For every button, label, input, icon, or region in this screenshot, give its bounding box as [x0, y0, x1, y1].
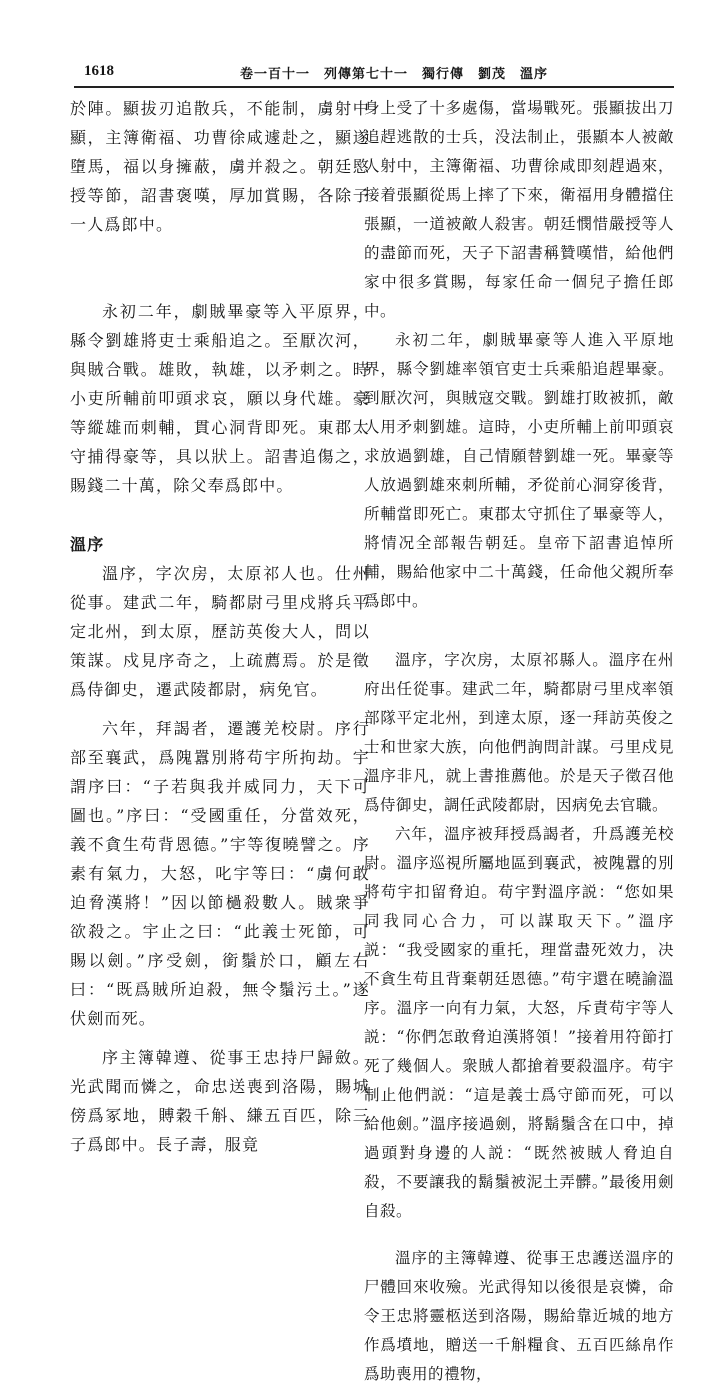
paragraph-spacer: [70, 239, 370, 297]
paragraph-spacer: [364, 616, 674, 646]
translation-paragraph-3: 溫序，字次房，太原祁縣人。溫序在州府出任從事。建武二年，騎都尉弓里戍率領部隊平定北州，到達太原，逐一拜訪英俊之士和世家大族，向他們詢問計謀。弓里戍見溫序非凡，就上書推薦他。於是天子徵召他爲侍御史，調任武陵都尉，因病免去官職。: [364, 651, 674, 814]
translation-paragraph-2: 永初二年，劇賊畢豪等人進入平原地界，縣令劉雄率領官吏士兵乘船追趕畢豪。到厭次河，與賊寇交戰。劉雄打敗被抓，敵人用矛刺劉雄。這時，小吏所輔上前叩頭哀求放過劉雄，自己情願替劉雄一死。畢豪等人放過劉雄來刺所輔，矛從前心洞穿後背，所輔當即死亡。東郡太守抓住了畢豪等人，將情况全部報告朝廷。皇帝下詔書追悼所輔，賜給他家中二十萬錢，任命他父親所奉爲郎中。: [364, 331, 674, 610]
paragraph-spacer: [70, 500, 370, 530]
page-number: 1618: [84, 63, 114, 79]
paragraph-spacer: [70, 1033, 370, 1043]
classical-paragraph-5: 序主簿韓遵、從事王忠持尸歸斂。光武聞而憐之，命忠送喪到洛陽，賜城傍爲冢地，賻穀千斛、縑五百匹，除三子爲郎中。長子壽，服竟: [70, 1048, 370, 1154]
section-heading: 溫序: [70, 535, 105, 554]
page-header: [0, 0, 716, 92]
translation-column: [364, 94, 674, 1383]
paragraph-spacer: [70, 704, 370, 714]
header-rule: [74, 86, 674, 88]
classical-paragraph-4: 六年，拜謁者，遷護羌校尉。序行部至襄武，爲隗囂別將苟宇所拘劫。宇謂序曰：“子若與我并威同力，天下可圖也。”序曰：“受國重任，分當效死，義不貪生苟背恩德。”宇等復曉譬之。序素有氣力，大怒，叱宇等曰：“虜何敢迫脅漢將！”因以節檛殺數人。賊衆爭欲殺之。宇止之曰：“此義士死節，可賜以劍。”序受劍，銜鬚於口，顧左右曰：“既爲賊所迫殺，無令鬚污土。”遂伏劍而死。: [70, 719, 370, 1028]
translation-paragraph-1: 身上受了十多處傷，當場戰死。張顯拔出刀追趕逃散的士兵，没法制止，張顯本人被敵人射中，主簿衛福、功曹徐咸即刻趕過來，接着張顯從馬上摔了下來，衛福用身體擋住張顯，一道被敵人殺害。朝廷憫惜嚴授等人的盡節而死，天子下詔書稱贊嘆惜，給他們家中很多賞賜，每家任命一個兒子擔任郎中。: [364, 99, 674, 320]
classical-text-column: [70, 94, 370, 1154]
running-title: 卷一百十一 列傳第七十一 獨行傳 劉茂 溫序: [240, 67, 549, 82]
classical-paragraph-1: 於陣。顯拔刃追散兵，不能制，虜射中顯，主簿衛福、功曹徐咸遽赴之，顯遂墮馬，福以身擁蔽，虜并殺之。朝廷愍授等節，詔書褒嘆，厚加賞賜，各除子一人爲郎中。: [70, 99, 370, 234]
translation-paragraph-5: 溫序的主簿韓遵、從事王忠護送溫序的尸體回來收殮。光武得知以後很是哀憐，命令王忠將靈柩送到洛陽，賜給靠近城的地方作爲墳地，贈送一千斛糧食、五百匹絲帛作爲助喪用的禮物，: [364, 1249, 674, 1383]
paragraph-spacer: [364, 1226, 674, 1244]
translation-paragraph-4: 六年，溫序被拜授爲謁者，升爲護羌校尉。溫序巡視所屬地區到襄武，被隗囂的別將苟宇扣留脅迫。苟宇對溫序説：“您如果同我同心合力，可以謀取天下。”溫序説：“我受國家的重托，理當盡死效力，决不貪生苟且背棄朝廷恩德。”苟宇還在曉諭溫序。溫序一向有力氣，大怒，斥責苟宇等人説：“你們怎敢脅迫漢將領！”接着用符節打死了幾個人。衆賊人都搶着要殺溫序。苟宇制止他們説：“這是義士爲守節而死，可以給他劍。”溫序接過劍，將鬍鬚含在口中，掉過頭對身邊的人説：“既然被賊人脅迫自殺，不要讓我的鬍鬚被泥土弄髒。”最後用劍自殺。: [364, 825, 674, 1220]
classical-paragraph-2: 永初二年，劇賊畢豪等入平原界，縣令劉雄將吏士乘船追之。至厭次河，與賊合戰。雄敗，執雄，以矛刺之。時小吏所輔前叩頭求哀，願以身代雄。豪等縱雄而刺輔，貫心洞背即死。東郡太守捕得豪等，具以狀上。詔書追傷之，賜錢二十萬，除父奉爲郎中。: [70, 302, 370, 495]
classical-paragraph-3: 溫序，字次房，太原祁人也。仕州從事。建武二年，騎都尉弓里戍將兵平定北州，到太原，歷訪英俊大人，問以策謀。戍見序奇之，上疏薦焉。於是徵爲侍御史，遷武陵都尉，病免官。: [70, 564, 370, 699]
